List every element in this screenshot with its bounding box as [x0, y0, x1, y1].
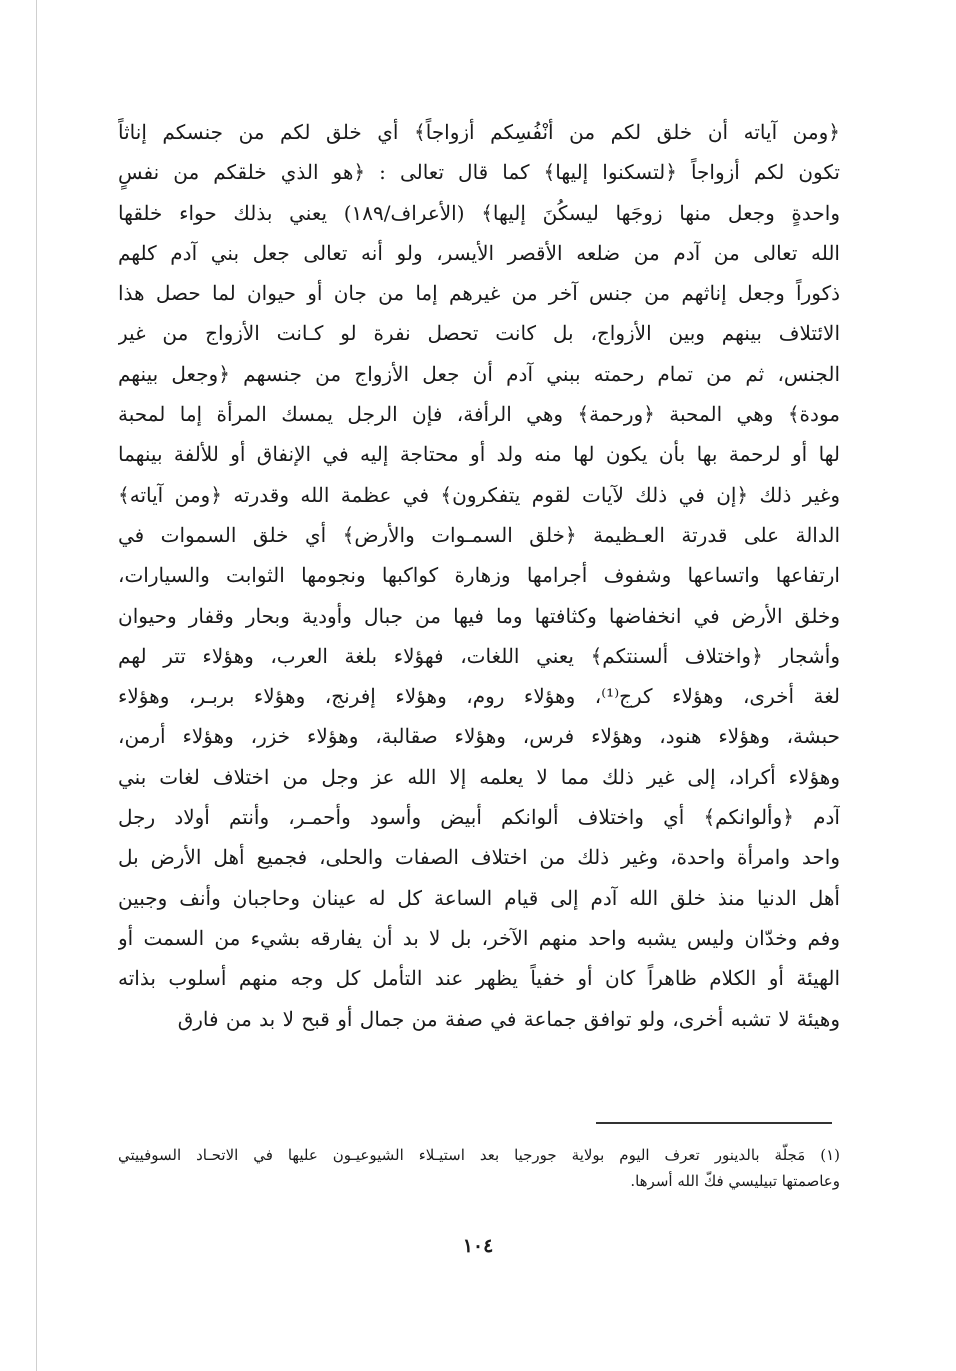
text-line: حبشة، وهؤلاء هنود، وهؤلاء فرس، وهؤلاء صقالبة، وهؤلاء خزر، وهؤلاء أرمن،: [118, 724, 840, 749]
footnote-separator: [596, 1122, 832, 1124]
text-line: ﴿ومن آياته أن خلق لكم من أنْفُسِكم أزواجاً﴾ أي خلق لكم من جنسكم إناثاً: [118, 120, 840, 144]
text-line: الهيئة أو الكلام ظاهراً كان أو خفياً يظهر عند التأمل كل وجه منهم أسلوب بذاته: [118, 966, 840, 991]
text-line: وهؤلاء أكراد، إلى غير ذلك مما لا يعلمه إلا الله عز وجل من اختلاف لغات بني: [118, 764, 840, 789]
text-line: مودة﴾ وهي المحبة ﴿ورحمة﴾ وهي الرأفة، فإن الرجل يمسك المرأة إما لمحبة: [118, 402, 840, 427]
text-line: الجنس، ثم من تمام رحمته ببني آدم أن جعل الأزواج من جنسهم ﴿وجعل بينهم: [118, 361, 840, 386]
text-line: تكون لكم أزواجاً ﴿لتسكنوا إليها﴾ كما قال تعالى : ﴿هو الذي خلقكم من نفسٍ: [118, 160, 840, 185]
body-paragraph: [118, 112, 840, 1039]
text-line: آدم ﴿وألوانكم﴾ أي واختلاف ألوانكم أبيض وأسود وأحمـر، وأنتم أولاد رجل: [118, 805, 840, 830]
text-line: ارتفاعها واتساعها وشفوف أجرامها وزهارة كواكبها ونجومها الثوابت والسيارات،: [118, 563, 840, 588]
text-line: واحدةٍ وجعل منها زوجَها ليسكُنَ إليها﴾ (الأعراف/١٨٩) يعني بذلك حواء خلقها: [118, 200, 840, 225]
footnote-line: وعاصمتها تبيليسي فكّ الله أسرها.: [630, 1172, 840, 1190]
page-number: ١٠٤: [462, 1235, 494, 1257]
text-line: أهل الدنيا منذ خلق الله آدم إلى قيام الساعة كل له عينان وحاجبان وأنف وجبين: [118, 885, 840, 910]
scan-edge-line: [36, 0, 37, 1371]
text-line: لغة أخرى، وهؤلاء كرج⁽¹⁾، وهؤلاء روم، وهؤلاء إفرنج، وهؤلاء بربـر، وهؤلاء: [118, 684, 840, 709]
text-line: ذكوراً وجعل إناثهم من جنس آخر من غيرهم إما من جان أو حيوان لما حصل هذا: [118, 281, 840, 306]
text-line: وغير ذلك ﴿إن في ذلك لآيات لقوم يتفكرون﴾ في عظمة الله وقدرته ﴿ومن آياته﴾: [118, 482, 840, 507]
text-line: وخلق الأرض في انخفاضها وكثافتها وما فيها من جبال وأودية وبحار وقفار وحيوان: [118, 603, 840, 628]
text-line: وهيئة لا تشبه أخرى، ولو توافق جماعة في صفة من جمال أو قبح لا بد من فارق: [177, 1006, 840, 1031]
text-line: لها أو لرحمة بها بأن يكون لها منه ولد أو محتاجة إليه في الإنفاق أو للألفة بينهما: [118, 442, 840, 467]
text-line: الدالة على قدرتة العـظيمة ﴿خلق السمـوات والأرض﴾ أي خلق السموات في: [118, 522, 840, 547]
text-line: وأشجار ﴿واختلاف ألسنتكم﴾ يعني اللغات، فهؤلاء بلغة العرب، وهؤلاء تتر لهم: [118, 643, 840, 668]
footnote: [118, 1142, 840, 1194]
text-line: واحد وامرأة واحدة، وغير ذلك من اختلاف الصفات والحلى، فجميع أهل الأرض بل: [118, 845, 840, 870]
text-line: الائتلاف بينهم وبين الأزواج، بل كانت تحصل نفرة لو كـانت الأزواج من غير: [118, 321, 840, 346]
text-line: الله تعالى من آدم من ضلعه الأقصر الأيسر، ولو أنه تعالى جعل بني آدم كلهم: [118, 240, 840, 265]
main-text-block: [118, 112, 840, 1039]
text-line: وفم وخدّان وليس يشبه واحد منهم الآخر، بل لا بد أن يفارقه بشيء من السمت أو: [118, 925, 840, 950]
footnote-line: (١) مَجلّة بالدينور تعرف اليوم بولاية جورجيا بعد استيـلاء الشيوعيـون عليها في الاتحـاد السوفييتي: [118, 1146, 840, 1164]
